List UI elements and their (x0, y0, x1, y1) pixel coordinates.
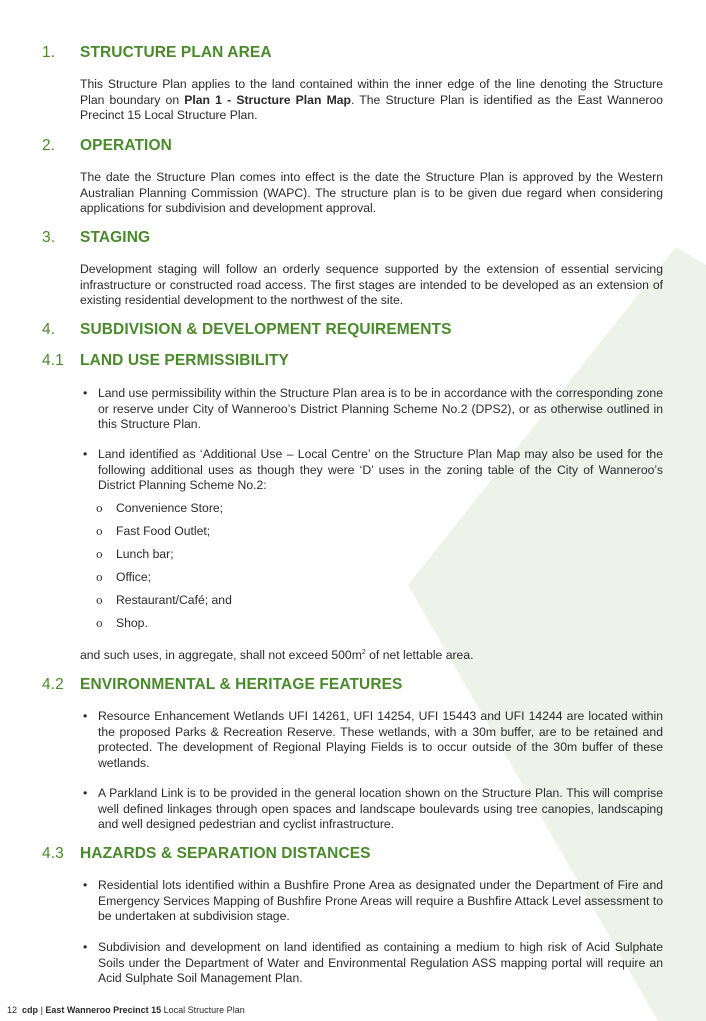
bullet-mark: • (83, 878, 88, 892)
section-number: 4.1 (42, 352, 64, 369)
structure-plan-area-paragraph (80, 77, 663, 124)
sub-list-text: Convenience Store; (116, 501, 224, 515)
bullet-item (80, 878, 663, 925)
bullet-text: Land identified as ‘Additional Use – Local Centre’ on the Structure Plan Map may also be used for the following additional uses as though they were ‘D’ uses in the zoning table of the City of Wanneroo’s District Planning Scheme No.2: (98, 447, 663, 493)
aggregate-limit-paragraph (80, 648, 663, 664)
plan-reference: Plan 1 - Structure Plan Map (184, 92, 351, 107)
sub-bullet-mark: o (96, 571, 103, 584)
section-title: STAGING (80, 229, 151, 246)
section-title: STRUCTURE PLAN AREA (80, 44, 272, 61)
section-title: SUBDIVISION & DEVELOPMENT REQUIREMENTS (80, 321, 452, 338)
sub-bullet-mark: o (96, 548, 103, 561)
bullet-text: Resource Enhancement Wetlands UFI 14261, UFI 14254, UFI 15443 and UFI 14244 are located within the proposed Parks & Recreation Reserve. These wetlands, with a 30m buffer, are to be retained and protected. The development of Regional Playing Fields is to occur outside of the 30m buffer of these wetlands. (98, 709, 663, 770)
bullet-text: Residential lots identified within a Bushfire Prone Area as designated under the Department of Fire and Emergency Services Mapping of Bushfire Prone Areas will require a Bushfire Attack Level assessment to be undertaken at subdivision stage. (98, 878, 663, 924)
bullet-mark: • (83, 447, 88, 461)
section-number: 4.2 (42, 676, 64, 693)
sub-bullet-mark: o (96, 594, 103, 607)
bullet-text: Subdivision and development on land identified as containing a medium to high risk of Acid Sulphate Soils under the Department of Water and Environmental Regulation ASS mapping portal will require an Acid Sulphate Soil Management Plan. (98, 940, 663, 986)
text-run: This Structure Plan applies to the land contained within the inner edge of the line denoting the Structure Plan boundary on (80, 77, 663, 107)
text-run: of net lettable area. (365, 648, 474, 662)
bullet-mark: • (83, 786, 88, 800)
sub-bullet-mark: o (96, 617, 103, 630)
bullet-mark: • (83, 386, 88, 400)
sub-list-text: Fast Food Outlet; (116, 524, 211, 538)
section-number: 2. (42, 137, 56, 154)
bullet-item (80, 940, 663, 987)
section-number: 1. (42, 44, 56, 61)
section-number: 4.3 (42, 845, 64, 862)
text-run: and such uses, in aggregate, shall not exceed 500m (80, 648, 362, 662)
document-subtitle: Local Structure Plan (163, 1005, 245, 1015)
bullet-mark: • (83, 940, 88, 954)
bullet-item (80, 386, 663, 433)
page-number: 12 (7, 1005, 18, 1015)
brand-name: cdp (22, 1005, 39, 1015)
text-run: . The Structure Plan is identified as the East Wanneroo Precinct 15 Local Structure Plan. (80, 92, 663, 123)
section-number: 4. (42, 321, 56, 338)
bullet-text: A Parkland Link is to be provided in the general location shown on the Structure Plan. This will comprise well defined linkages through open spaces and landscape boulevards using tree canopies, landscaping and well designed pedestrian and cyclist infrastructure. (98, 786, 663, 832)
sub-list-text: Office; (116, 570, 151, 584)
staging-paragraph: Development staging will follow an orderly sequence supported by the extension of essential servicing infrastructure or constructed road access. The first stages are intended to be developed as an extension of existing residential development to the northwest of the site. (80, 262, 663, 308)
section-title: ENVIRONMENTAL & HERITAGE FEATURES (80, 676, 403, 693)
section-title: HAZARDS & SEPARATION DISTANCES (80, 845, 371, 862)
bullet-item (80, 447, 663, 494)
bullet-text: Land use permissibility within the Structure Plan area is to be in accordance with the corresponding zone or reserve under City of Wanneroo’s District Planning Scheme No.2 (DPS2), or as otherwise outlined in this Structure Plan. (98, 386, 663, 432)
sub-bullet-mark: o (96, 525, 103, 538)
footer-separator: | (40, 1005, 43, 1015)
sub-bullet-mark: o (96, 502, 103, 515)
sub-list-text: Shop. (116, 616, 148, 630)
page-footer (7, 1005, 245, 1015)
bullet-item (80, 709, 663, 771)
section-title: LAND USE PERMISSIBILITY (80, 352, 289, 369)
operation-paragraph: The date the Structure Plan comes into effect is the date the Structure Plan is approved by the Western Australian Planning Commission (WAPC). The structure plan is to be given due regard when considering applications for subdivision and development approval. (80, 170, 663, 216)
bullet-mark: • (83, 709, 88, 723)
document-title: East Wanneroo Precinct 15 (45, 1005, 162, 1015)
sub-list-text: Restaurant/Café; and (116, 593, 232, 607)
superscript: 2 (361, 648, 366, 656)
bullet-item (80, 786, 663, 833)
section-title: OPERATION (80, 137, 172, 154)
section-number: 3. (42, 229, 56, 246)
sub-list-text: Lunch bar; (116, 547, 174, 561)
